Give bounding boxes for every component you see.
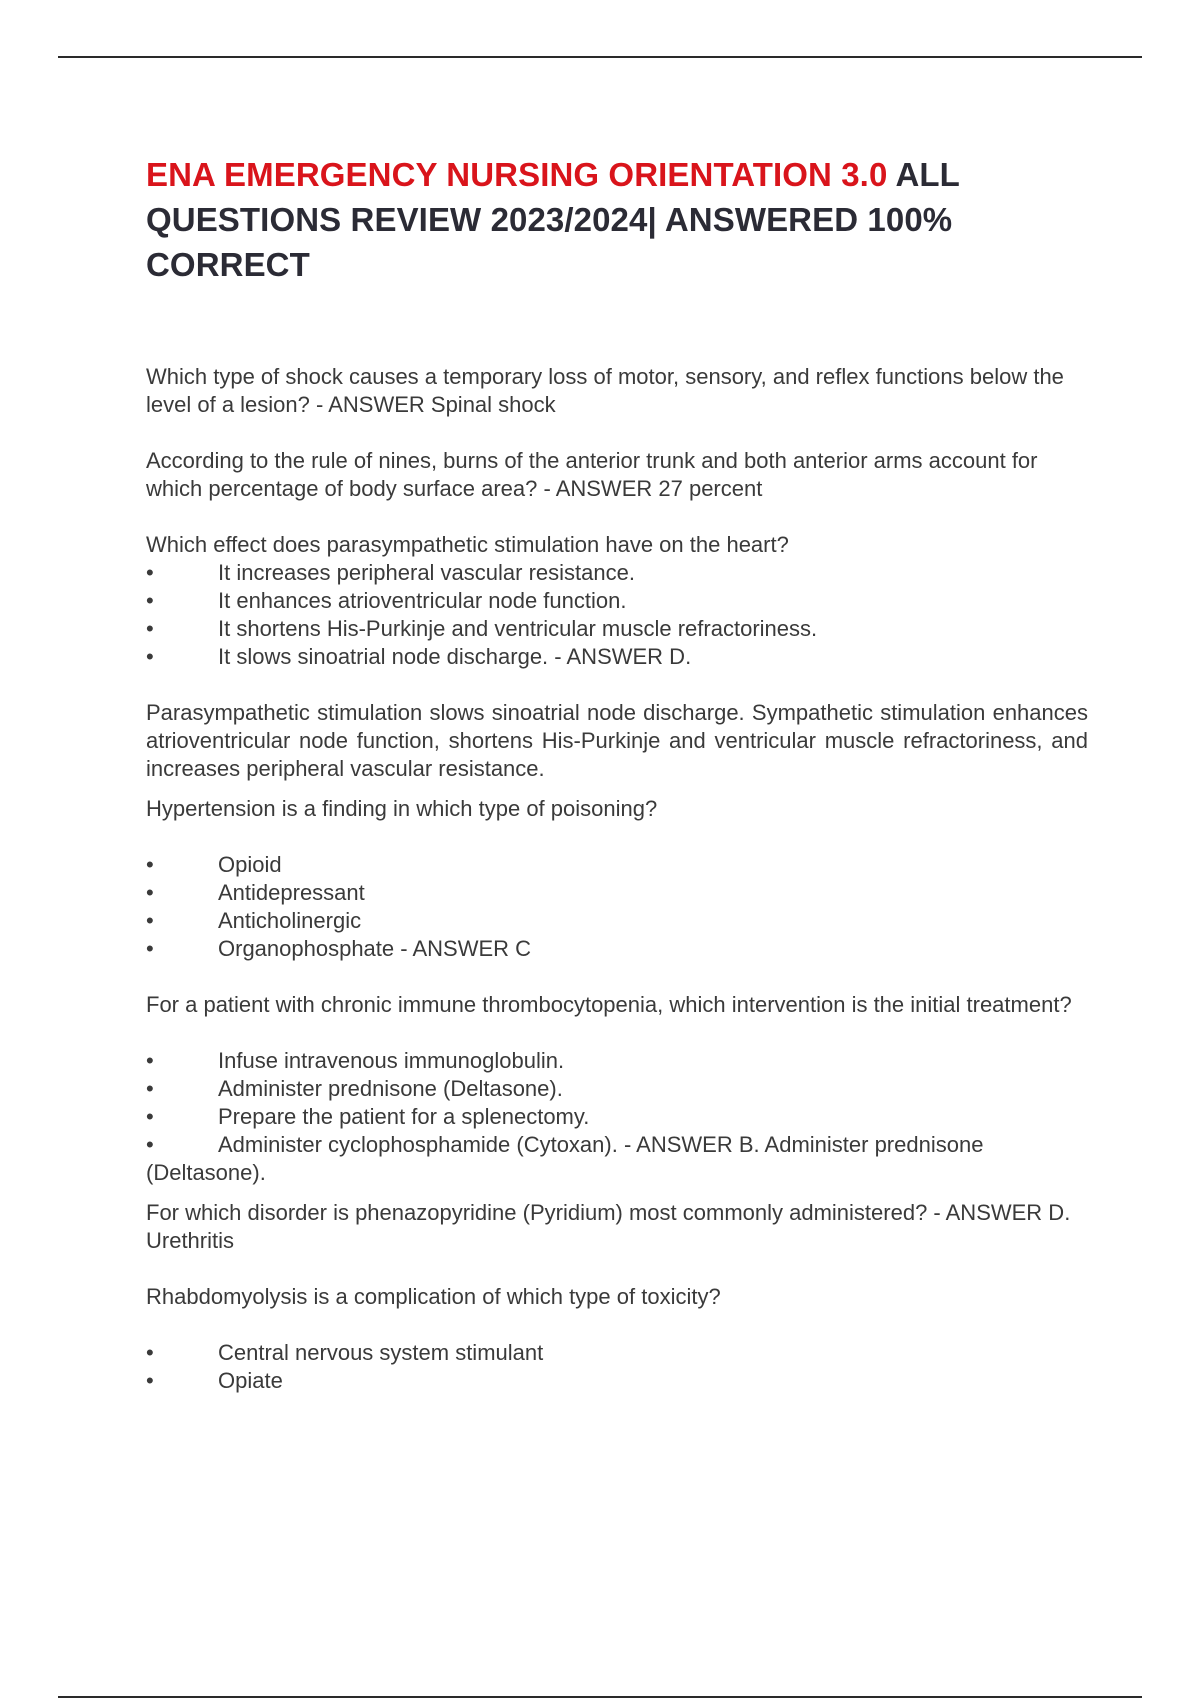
bullet-icon: • <box>146 908 154 933</box>
list-item: • Prepare the patient for a splenectomy. <box>146 1104 590 1129</box>
bullet-icon: • <box>146 588 154 613</box>
list-item: • Administer prednisone (Deltasone). <box>146 1076 563 1101</box>
title-highlight: ENA EMERGENCY NURSING ORIENTATION 3.0 <box>146 156 888 193</box>
question-5: For a patient with chronic immune thrombocytopenia, which intervention is the initial treatment? <box>146 992 1072 1017</box>
list-item: • Antidepressant <box>146 880 365 905</box>
question-4: Hypertension is a finding in which type of poisoning? <box>146 796 658 821</box>
question-3-explanation: Parasympathetic stimulation slows sinoatrial node discharge. Sympathetic stimulation enhances atrioventricular node function, shortens His-Purkinje and ventricular muscle refractoriness, and increases peripheral vascular resistance. <box>146 700 1088 781</box>
bullet-icon: • <box>146 560 154 585</box>
bullet-icon: • <box>146 1368 154 1393</box>
document-body <box>146 152 1088 1395</box>
bullet-icon: • <box>146 1104 154 1129</box>
question-4-options <box>146 851 1088 963</box>
list-item: • It slows sinoatrial node discharge. - ANSWER D. <box>146 644 692 669</box>
bullet-icon: • <box>146 852 154 877</box>
top-rule <box>58 56 1142 58</box>
bottom-rule <box>58 1696 1142 1698</box>
question-7: Rhabdomyolysis is a complication of which type of toxicity? <box>146 1284 721 1309</box>
list-item: • Central nervous system stimulant <box>146 1340 544 1365</box>
list-item: • It shortens His-Purkinje and ventricular muscle refractoriness. <box>146 616 818 641</box>
question-5-options <box>146 1047 1088 1187</box>
bullet-icon: • <box>146 936 154 961</box>
bullet-icon: • <box>146 1132 154 1157</box>
question-2: According to the rule of nines, burns of the anterior trunk and both anterior arms account for which percentage of body surface area? - ANSWER 27 percent <box>146 448 1038 501</box>
question-3: Which effect does parasympathetic stimulation have on the heart? <box>146 532 789 557</box>
list-item: • It increases peripheral vascular resistance. <box>146 560 635 585</box>
bullet-icon: • <box>146 1076 154 1101</box>
document-title <box>146 152 1088 287</box>
bullet-icon: • <box>146 880 154 905</box>
list-item: • Organophosphate - ANSWER C <box>146 936 532 961</box>
list-item: • Administer cyclophosphamide (Cytoxan). - ANSWER B. Administer prednisone (Deltasone). <box>146 1132 984 1185</box>
bullet-icon: • <box>146 1048 154 1073</box>
list-item: • Infuse intravenous immunoglobulin. <box>146 1048 565 1073</box>
list-item: • It enhances atrioventricular node function. <box>146 588 627 613</box>
bullet-icon: • <box>146 616 154 641</box>
question-1: Which type of shock causes a temporary loss of motor, sensory, and reflex functions below the level of a lesion? - ANSWER Spinal shock <box>146 364 1064 417</box>
question-3-options <box>146 559 1088 671</box>
bullet-icon: • <box>146 644 154 669</box>
list-item: • Opiate <box>146 1368 283 1393</box>
bullet-icon: • <box>146 1340 154 1365</box>
question-7-options <box>146 1339 1088 1395</box>
list-item: • Anticholinergic <box>146 908 362 933</box>
list-item: • Opioid <box>146 852 282 877</box>
question-6: For which disorder is phenazopyridine (Pyridium) most commonly administered? - ANSWER D. Urethritis <box>146 1200 1071 1253</box>
title-rest: ALL QUESTIONS REVIEW 2023/2024| ANSWERED 100% CORRECT <box>146 156 960 283</box>
